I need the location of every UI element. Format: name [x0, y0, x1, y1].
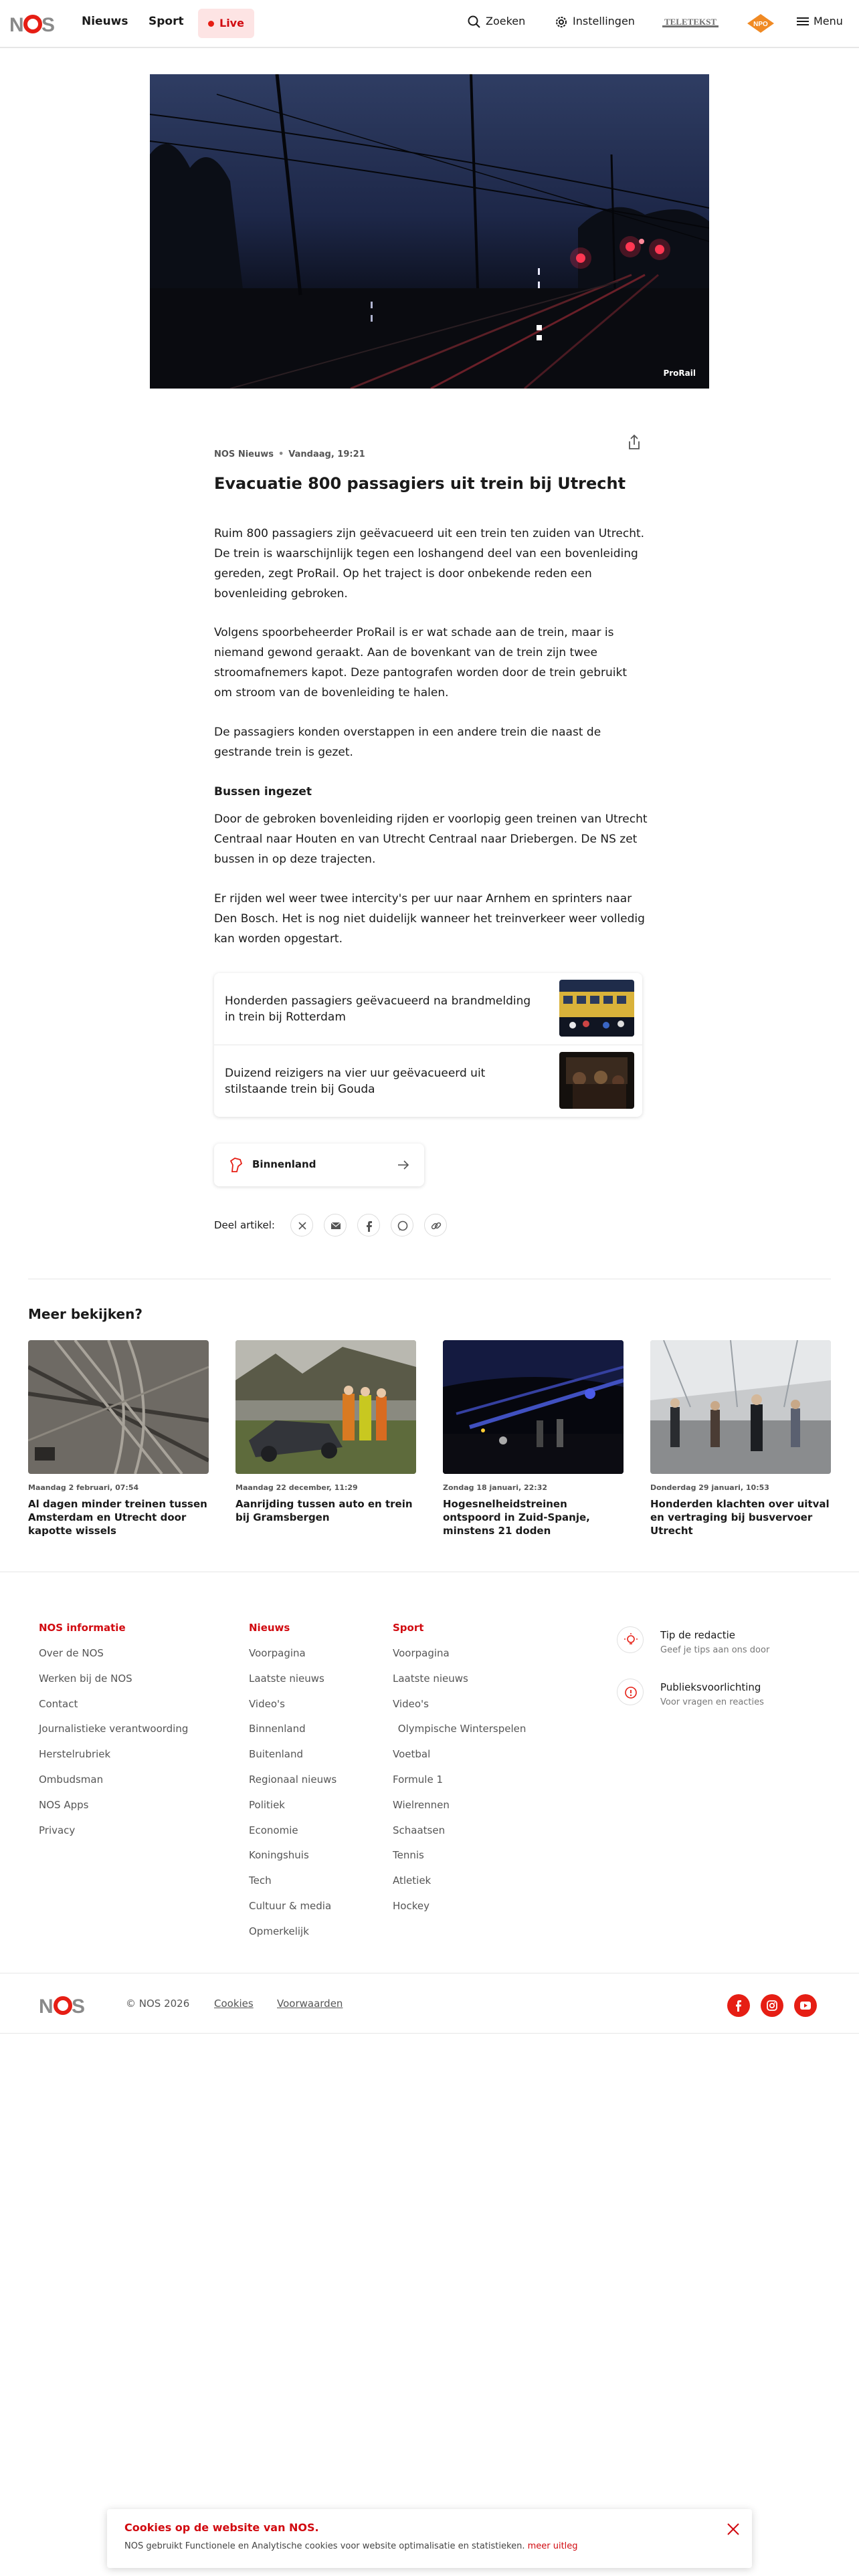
share-row: [214, 1214, 482, 1238]
x-icon: [291, 1214, 314, 1237]
nos-logo[interactable]: [9, 13, 56, 35]
footer-link[interactable]: Wielrennen: [393, 1798, 450, 1811]
facebook-icon: [358, 1214, 381, 1237]
footer-link[interactable]: Formule 1: [393, 1773, 443, 1786]
more-card-title: Hogesnelheidstreinen ontspoord in Zuid-Spanje, minstens 21 doden: [443, 1498, 590, 1537]
related-item-thumbnail: [559, 980, 634, 1037]
footer-heading: NOS informatie: [39, 1622, 126, 1634]
tip-de-redactie-link[interactable]: [617, 1626, 838, 1660]
whatsapp-icon: [391, 1214, 414, 1237]
info-icon: [617, 1679, 644, 1705]
related-item-thumbnail: [559, 1052, 634, 1109]
svg-text:TELETEKST: TELETEKST: [664, 17, 717, 27]
publieksvoorlichting-link[interactable]: [617, 1679, 838, 1712]
share-facebook-button[interactable]: [357, 1214, 380, 1237]
article-time: Vandaag, 19:21: [288, 449, 365, 459]
image-credit: ProRail: [663, 368, 696, 378]
svg-text:N: N: [9, 14, 23, 35]
more-card-image: [235, 1340, 416, 1474]
hero-image: [150, 74, 709, 389]
footer-link[interactable]: Politiek: [249, 1798, 285, 1811]
settings-label: Instellingen: [573, 15, 635, 27]
terms-link[interactable]: Voorwaarden: [277, 1998, 343, 2010]
footer-link[interactable]: Buitenland: [249, 1748, 303, 1761]
nos-footer-logo[interactable]: [39, 1995, 92, 2016]
related-item-title: Duizend reizigers na vier uur geëvacueerd uit stilstaande trein bij Gouda: [225, 1067, 486, 1096]
footer-link[interactable]: Ombudsman: [39, 1773, 104, 1786]
article-paragraph: Door de gebroken bovenleiding rijden er voorlopig geen treinen van Utrecht Centraal naar Houten en van Utrecht Centraal naar Driebergen. De NS zet bussen in op deze trajecten.: [214, 813, 648, 866]
live-dot-icon: [208, 21, 214, 27]
footer-link[interactable]: Herstelrubriek: [39, 1748, 111, 1761]
nav-nieuws[interactable]: Nieuws: [82, 15, 128, 28]
related-item-title: Honderden passagiers geëvacueerd na brandmelding in trein bij Rotterdam: [225, 994, 531, 1024]
more-card[interactable]: [28, 1340, 209, 1537]
footer-heading: Nieuws: [249, 1622, 290, 1634]
share-whatsapp-button[interactable]: [391, 1214, 413, 1237]
more-card-title: Al dagen minder treinen tussen Amsterdam en Utrecht door kapotte wissels: [28, 1498, 207, 1537]
footer-link[interactable]: Cultuur & media: [249, 1899, 332, 1912]
search-label: Zoeken: [486, 15, 526, 27]
svg-text:S: S: [72, 1996, 86, 2016]
article-source: NOS Nieuws: [214, 449, 274, 459]
binnenland-icon: [229, 1157, 244, 1173]
footer-link[interactable]: Tech: [249, 1874, 272, 1887]
npo-link[interactable]: [747, 13, 775, 33]
teletekst-link[interactable]: [662, 16, 719, 29]
footer-link[interactable]: Binnenland: [249, 1723, 306, 1735]
divider: [0, 2033, 859, 2034]
more-card[interactable]: [650, 1340, 831, 1537]
article-paragraph: Ruim 800 passagiers zijn geëvacueerd uit een trein ten zuiden van Utrecht. De trein is waarschijnlijk tegen een loshangend deel van een bovenleiding gereden, zegt ProRail. Op het traject is door onbekende reden een bovenleiding gebroken.: [214, 527, 645, 601]
copyright: © NOS 2026: [126, 1998, 190, 2010]
footer-link[interactable]: Laatste nieuws: [249, 1672, 324, 1685]
more-card[interactable]: [443, 1340, 624, 1537]
footer-link[interactable]: Hockey: [393, 1899, 430, 1912]
live-label: Live: [219, 17, 244, 29]
footer-link[interactable]: Laatste nieuws: [393, 1672, 468, 1685]
footer-link[interactable]: Video's: [249, 1697, 285, 1710]
related-articles: [214, 973, 642, 1117]
footer-bottom-bar: [0, 1983, 859, 2030]
footer-column-sport: [393, 1622, 526, 1925]
search-icon: [467, 15, 482, 29]
footer-link[interactable]: Voorpagina: [393, 1647, 450, 1659]
cookie-banner: [107, 2509, 752, 2568]
more-section-title: Meer bekijken?: [28, 1306, 142, 1322]
lightbulb-icon: [617, 1626, 644, 1653]
footer-link[interactable]: Contact: [39, 1697, 78, 1710]
arrow-right-icon: [397, 1160, 409, 1170]
more-card-title: Aanrijding tussen auto en trein bij Gramsbergen: [235, 1498, 413, 1523]
more-card-image: [28, 1340, 209, 1474]
svg-text:NPO: NPO: [753, 21, 768, 28]
more-card-title: Honderden klachten over uitval en vertraging bij busvervoer Utrecht: [650, 1498, 830, 1537]
meta-separator: •: [278, 449, 284, 459]
footer-link[interactable]: Koningshuis: [249, 1849, 309, 1862]
footer-link[interactable]: Video's: [393, 1697, 429, 1710]
search-button[interactable]: [467, 15, 527, 32]
live-button[interactable]: [198, 9, 254, 38]
related-item[interactable]: [214, 973, 642, 1045]
cookies-link[interactable]: Cookies: [214, 1998, 254, 2010]
facebook-icon: [727, 1994, 750, 2017]
article-title: Evacuatie 800 passagiers uit trein bij Utrecht: [214, 474, 626, 493]
article-paragraph: De passagiers konden overstappen in een andere trein die naast de gestrande trein is gezet.: [214, 726, 601, 759]
footer-link[interactable]: Olympische Winterspelen: [393, 1723, 527, 1735]
footer-link[interactable]: Werken bij de NOS: [39, 1672, 132, 1685]
cookie-text: NOS gebruikt Functionele en Analytische cookies voor website optimalisatie en statistieken.: [124, 2541, 525, 2551]
cookie-text-wrap: [124, 2541, 578, 2551]
publieksvoorlichting-subtitle: Voor vragen en reacties: [660, 1697, 764, 1707]
article-subheading: Bussen ingezet: [214, 785, 312, 798]
footer-link[interactable]: NOS Apps: [39, 1798, 89, 1811]
tip-subtitle: Geef je tips aan ons door: [660, 1645, 770, 1655]
share-email-button[interactable]: [324, 1214, 347, 1237]
footer-link[interactable]: Economie: [249, 1824, 298, 1836]
category-link-binnenland[interactable]: [214, 1144, 424, 1186]
copy-link-button[interactable]: [424, 1214, 447, 1237]
mail-icon: [324, 1214, 347, 1237]
site-header: [0, 0, 859, 48]
footer-link[interactable]: Tennis: [393, 1849, 424, 1862]
publieksvoorlichting-title: Publieksvoorlichting: [660, 1681, 761, 1693]
teletekst-logo: [662, 16, 719, 29]
settings-button[interactable]: [554, 15, 641, 32]
svg-text:N: N: [39, 1996, 54, 2016]
gear-icon: [554, 15, 569, 29]
link-icon: [425, 1214, 448, 1237]
cookie-title: Cookies op de website van NOS.: [124, 2521, 319, 2534]
more-card-date: Maandag 22 december, 11:29: [235, 1483, 358, 1492]
share-icon[interactable]: [624, 432, 644, 452]
footer-heading: Sport: [393, 1622, 424, 1634]
footer-column-nieuws: [249, 1622, 337, 1950]
more-card-date: Maandag 2 februari, 07:54: [28, 1483, 139, 1492]
footer-link[interactable]: Journalistieke verantwoording: [39, 1723, 189, 1735]
cookie-more-link[interactable]: meer uitleg: [527, 2541, 578, 2551]
youtube-icon: [794, 1994, 817, 2017]
menu-button[interactable]: [796, 15, 850, 32]
footer-column-nos-informatie: [39, 1622, 188, 1848]
footer-link[interactable]: Atletiek: [393, 1874, 432, 1887]
category-label: Binnenland: [252, 1158, 316, 1170]
hamburger-icon: [796, 15, 809, 28]
facebook-link[interactable]: [727, 1994, 750, 2017]
svg-text:S: S: [41, 14, 56, 35]
menu-label: Menu: [814, 15, 843, 27]
footer-link[interactable]: Opmerkelijk: [249, 1925, 309, 1937]
close-icon[interactable]: [725, 2521, 741, 2537]
youtube-link[interactable]: [794, 1994, 817, 2017]
footer-link[interactable]: Voetbal: [393, 1748, 431, 1761]
article-paragraph: Volgens spoorbeheerder ProRail is er wat schade aan de trein, maar is niemand gewond geraakt. Aan de bovenkant van de trein zijn twee stroomafnemers kapot. Deze pantografen worden door de trein gebruikt om stroom van de bovenleiding te halen.: [214, 626, 627, 700]
article-meta: [214, 449, 365, 459]
related-item[interactable]: [214, 1045, 642, 1117]
nav-sport[interactable]: Sport: [149, 15, 184, 28]
footer-link[interactable]: Over de NOS: [39, 1647, 104, 1659]
more-card-image: [650, 1340, 831, 1474]
share-label: Deel artikel:: [214, 1219, 275, 1231]
npo-logo: [747, 13, 775, 33]
article-paragraph: Er rijden wel weer twee intercity's per uur naar Arnhem en sprinters naar Den Bosch. Het is nog niet duidelijk wanneer het treinverkeer weer volledig kan worden opgestart.: [214, 892, 645, 946]
footer-link[interactable]: Regionaal nieuws: [249, 1773, 337, 1786]
share-x-button[interactable]: [290, 1214, 313, 1237]
more-card-date: Donderdag 29 januari, 10:53: [650, 1483, 769, 1492]
footer-link[interactable]: Privacy: [39, 1824, 76, 1836]
tip-title: Tip de redactie: [660, 1629, 735, 1641]
instagram-icon: [761, 1994, 783, 2017]
more-card-date: Zondag 18 januari, 22:32: [443, 1483, 547, 1492]
more-card[interactable]: [235, 1340, 416, 1524]
instagram-link[interactable]: [761, 1994, 783, 2017]
footer-link[interactable]: Voorpagina: [249, 1647, 306, 1659]
footer-link[interactable]: Schaatsen: [393, 1824, 446, 1836]
more-card-image: [443, 1340, 624, 1474]
